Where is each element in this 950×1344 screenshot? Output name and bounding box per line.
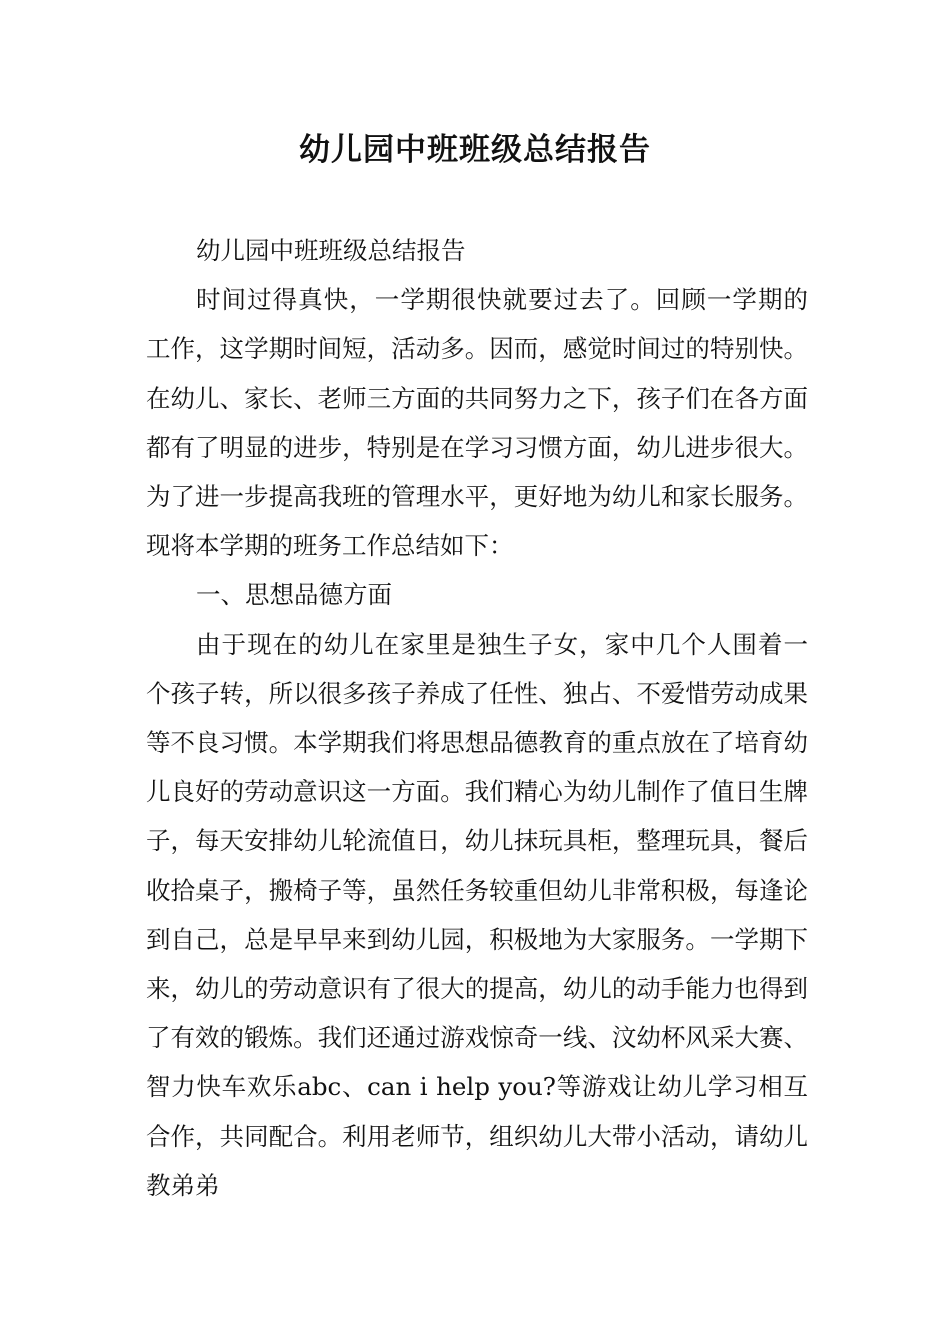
paragraph-moral: 由于现在的幼儿在家里是独生子女，家中几个人围着一个孩子转，所以很多孩子养成了任性、独占、不爱惜劳动成果等不良习惯。本学期我们将思想品德教育的重点放在了培育幼儿良好的劳动意识这一方面。我们精心为幼儿制作了值日生牌子，每天安排幼儿轮流值日，幼儿抹玩具柜，整理玩具，餐后收拾桌子，搬椅子等，虽然任务较重但幼儿非常积极，每逢论到自己，总是早早来到幼儿园，积极地为大家服务。一学期下来，幼儿的劳动意识有了很大的提高，幼儿的动手能力也得到了有效的锻炼。我们还通过游戏惊奇一线、汶幼杯风采大赛、智力快车欢乐abc、can i help you?等游戏让幼儿学习相互合作，共同配合。利用老师节，组织幼儿大带小活动，请幼儿教弟弟 [146,629,808,1200]
paragraph-subtitle: 幼儿园中班班级总结报告 [196,236,466,265]
paragraph-intro: 时间过得真快，一学期很快就要过去了。回顾一学期的工作，这学期时间短，活动多。因而，感觉时间过的特别快。在幼儿、家长、老师三方面的共同努力之下，孩子们在各方面都有了明显的进步，特别是在学习习惯方面，幼儿进步很大。为了进一步提高我班的管理水平，更好地为幼儿和家长服务。现将本学期的班务工作总结如下： [146,285,808,561]
document-title: 幼儿园中班班级总结报告 [299,132,651,168]
document-body [146,226,808,1210]
section-heading-moral: 一、思想品德方面 [196,580,392,610]
